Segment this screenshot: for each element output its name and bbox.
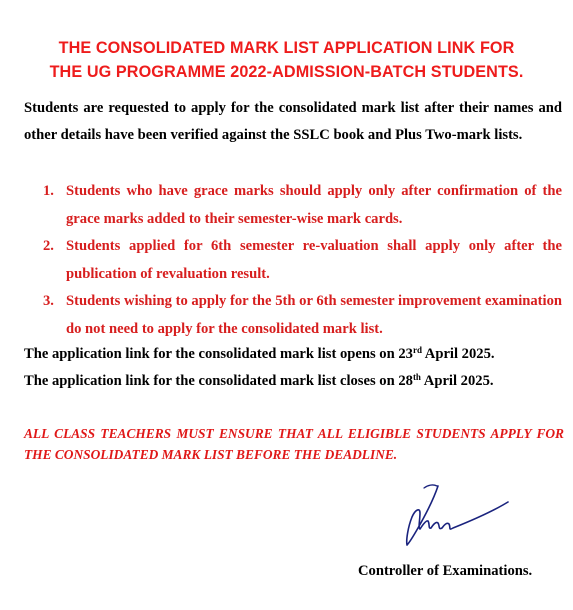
- link-opens-date: [24, 346, 495, 363]
- instruction-number: 1.: [43, 183, 54, 199]
- notice-title-line-1: THE CONSOLIDATED MARK LIST APPLICATION LINK FOR: [58, 39, 515, 57]
- intro-paragraph: Students are requested to apply for the consolidated mark list after their names and other details have been verified against the SSLC book and Plus Two-mark lists.: [24, 100, 562, 144]
- instruction-number: 3.: [43, 293, 54, 309]
- opens-text: The application link for the consolidated mark list opens on 23: [24, 346, 413, 362]
- controller-of-examinations: Controller of Examinations.: [358, 563, 533, 579]
- instruction-number: 2.: [43, 238, 54, 254]
- instructions-list: [0, 177, 573, 342]
- instruction-item-1: [0, 177, 573, 232]
- instruction-item-2: [0, 232, 573, 287]
- class-teachers-notice: ALL CLASS TEACHERS MUST ENSURE THAT ALL ELIGIBLE STUDENTS APPLY FOR THE CONSOLIDATED MARK LIST BEFORE THE DEADLINE.: [24, 426, 564, 462]
- instruction-item-3: [0, 287, 573, 342]
- instruction-text: Students who have grace marks should apply only after confirmation of the grace marks added to their semester-wise mark cards.: [66, 183, 562, 227]
- handwritten-signature: [398, 482, 510, 548]
- closes-ordinal: th: [412, 372, 421, 383]
- instruction-text: Students applied for 6th semester re-valuation shall apply only after the publication of revaluation result.: [66, 238, 562, 282]
- closes-date-suffix: April 2025.: [420, 373, 494, 389]
- closes-text: The application link for the consolidated mark list closes on 28: [24, 373, 413, 389]
- link-closes-date: [24, 373, 494, 390]
- notice-title-line-2: THE UG PROGRAMME 2022-ADMISSION-BATCH STUDENTS.: [49, 63, 524, 81]
- opens-ordinal: rd: [412, 345, 422, 356]
- opens-date-suffix: April 2025.: [421, 346, 495, 362]
- instruction-text: Students wishing to apply for the 5th or 6th semester improvement examination do not need to apply for the consolidated mark list.: [66, 293, 562, 337]
